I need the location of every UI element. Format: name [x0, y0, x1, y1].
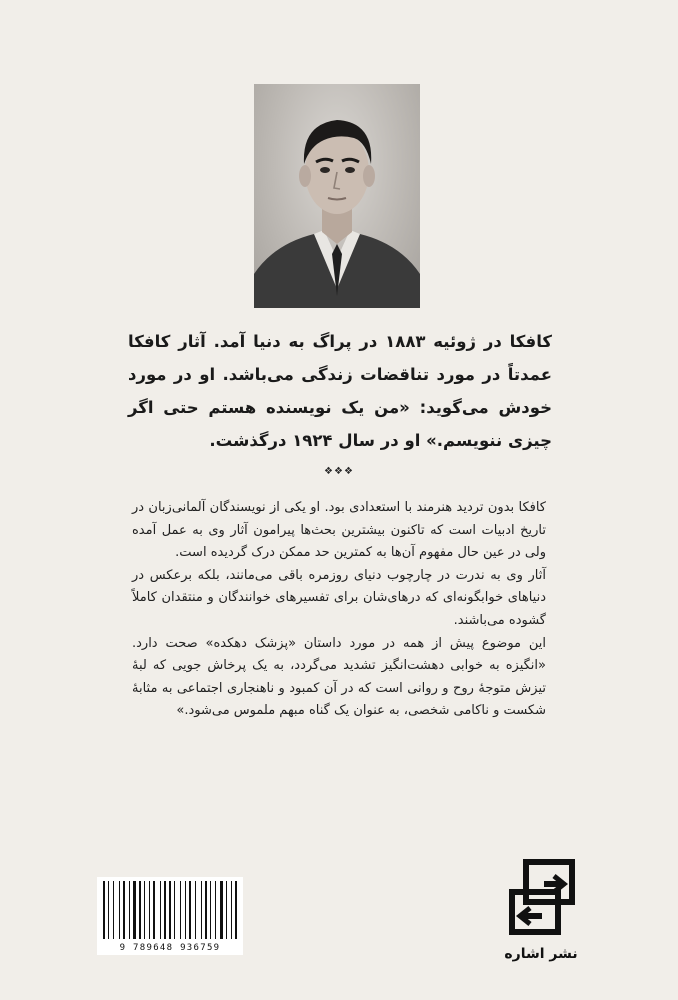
intro-paragraph: کافکا در ژوئیه ۱۸۸۳ در پراگ به دنیا آمد. آثار کافکا عمدتاً در مورد تناقضات زندگی می‌باشد. او در مورد خودش می‌گوید: «من یک نویسنده هستم حتی اگر چیزی ننویسم.» او در سال ۱۹۲۴ درگذشت.: [128, 332, 552, 450]
portrait-illustration: [254, 84, 420, 308]
description-paragraph-3: این موضوع پیش از همه در مورد داستان «پزشک دهکده» صحت دارد. «انگیزه به خوابی دهشت‌انگیز تشدید می‌گردد، به یک پرخاش جویی که لبهٔ تیزش متوجهٔ روح و روانی است که در آن کمبود و ناهنجاری اجتماعی به مثابهٔ شکست و ناکامی شخصی، به عنوان یک گناه مبهم ملموس می‌شود.»: [132, 635, 546, 719]
barcode-digits: 9 789648 936759: [119, 943, 221, 953]
publisher-logo-icon: [504, 858, 578, 948]
description-paragraph-2: آثار وی به ندرت در چارچوب دنیای روزمره باقی می‌مانند، بلکه برعکس در دنیاهای خوابگونه‌ای که درهای‌شان برای تفسیرهای خوانندگان و منتقدان کاملاً گشوده می‌باشند.: [132, 567, 546, 628]
isbn-barcode: [97, 877, 243, 955]
description-text: [132, 497, 546, 723]
author-portrait: [254, 84, 420, 308]
publisher-name: نشر اشاره: [504, 946, 578, 962]
barcode-bars: [103, 881, 237, 939]
author-intro: [128, 325, 552, 457]
section-ornament: ❖❖❖: [324, 466, 354, 477]
description-paragraph-1: کافکا بدون تردید هنرمند با استعدادی بود. او یکی از نویسندگان آلمانی‌زبان در تاریخ ادبیات است که تاکنون بیشترین بحث‌ها پیرامون آثار وی به عمل آمده ولی در عین حال مفهوم آن‌ها به کمترین حد ممکن درک گردیده است.: [132, 500, 546, 561]
publisher-logo: [504, 858, 578, 948]
